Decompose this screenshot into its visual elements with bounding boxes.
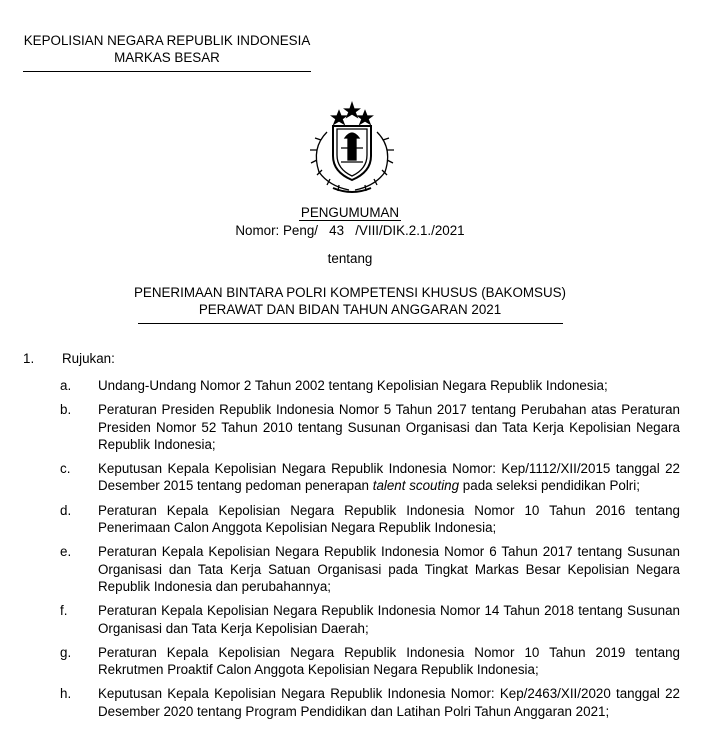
item-text: Peraturan Kepala Kepolisian Negara Republik Indonesia Nomor 10 Tahun 2019 tentang Rekrutmen Proaktif Calon Anggota Kepolisian Negara Republik Indonesia; (98, 644, 680, 678)
subject-line-1: PENERIMAAN BINTARA POLRI KOMPETENSI KHUSUS (BAKOMSUS) (133, 285, 567, 300)
subject-divider (138, 323, 563, 324)
polri-emblem-icon (297, 98, 407, 198)
item-letter: a. (60, 378, 72, 393)
section-label: Rujukan: (62, 351, 115, 366)
list-item (60, 602, 680, 637)
item-text: Peraturan Kepala Kepolisian Negara Republik Indonesia Nomor 10 Tahun 2016 tentang Penerimaan Calon Anggota Kepolisian Negara Republik Indonesia; (98, 502, 680, 536)
item-letter: e. (60, 544, 72, 560)
list-item (60, 543, 680, 595)
list-item (60, 644, 680, 679)
letterhead (23, 32, 311, 66)
list-item (60, 377, 680, 394)
list-item (60, 685, 680, 720)
item-text: Peraturan Kepala Kepolisian Negara Republik Indonesia Nomor 6 Tahun 2017 tentang Susunan Organisasi dan Tata Kerja Satuan Organisasi pada Tingkat Markas Besar Kepolisian Negara Republik Indonesia dan perubahannya; (98, 544, 680, 594)
item-text: Keputusan Kepala Kepolisian Negara Republik Indonesia Nomor: Kep/1112/XII/2015 tanggal 22 Desember 2015 tentang pedoman penerapan talent scouting pada seleksi pendidikan Polri; (98, 461, 680, 494)
item-letter: f. (60, 603, 68, 619)
list-item (60, 460, 680, 495)
item-letter: d. (60, 502, 72, 518)
item-letter: b. (60, 402, 72, 418)
list-item (60, 401, 680, 453)
item-letter: g. (60, 644, 72, 660)
subject-line-2: PERAWAT DAN BIDAN TAHUN ANGGARAN 2021 (198, 302, 502, 317)
list-item (60, 502, 680, 537)
italic-term: talent scouting (372, 478, 460, 494)
item-text: Keputusan Kepala Kepolisian Negara Republik Indonesia Nomor: Kep/2463/XII/2020 tanggal 22 Desember 2020 tentang Program Pendidikan dan Latihan Polri Tahun Anggaran 2021; (98, 686, 680, 719)
document-heading: PENGUMUMAN (300, 205, 400, 220)
section-number: 1. (23, 351, 35, 366)
institution-name: KEPOLISIAN NEGARA REPUBLIK INDONESIA (23, 33, 311, 48)
item-text: Peraturan Kepala Kepolisian Negara Republik Indonesia Nomor 14 Tahun 2018 tentang Susunan Organisasi dan Tata Kerja Kepolisian Daerah; (98, 603, 680, 636)
item-text: Peraturan Presiden Republik Indonesia Nomor 5 Tahun 2017 tentang Perubahan atas Peraturan Presiden Nomor 52 Tahun 2010 tentang Susunan Organisasi dan Tata Kerja Kepolisian Negara Republik Indonesia; (98, 402, 680, 452)
item-letter: h. (60, 686, 72, 702)
reference-list (60, 377, 680, 727)
item-letter: c. (60, 461, 71, 477)
document-number: Nomor: Peng/ 43 /VIII/DIK.2.1./2021 (235, 223, 465, 238)
institution-unit: MARKAS BESAR (114, 50, 220, 65)
document-about: tentang (327, 251, 373, 266)
letterhead-divider (23, 71, 311, 72)
item-text: Undang-Undang Nomor 2 Tahun 2002 tentang Kepolisian Negara Republik Indonesia; (98, 378, 608, 393)
